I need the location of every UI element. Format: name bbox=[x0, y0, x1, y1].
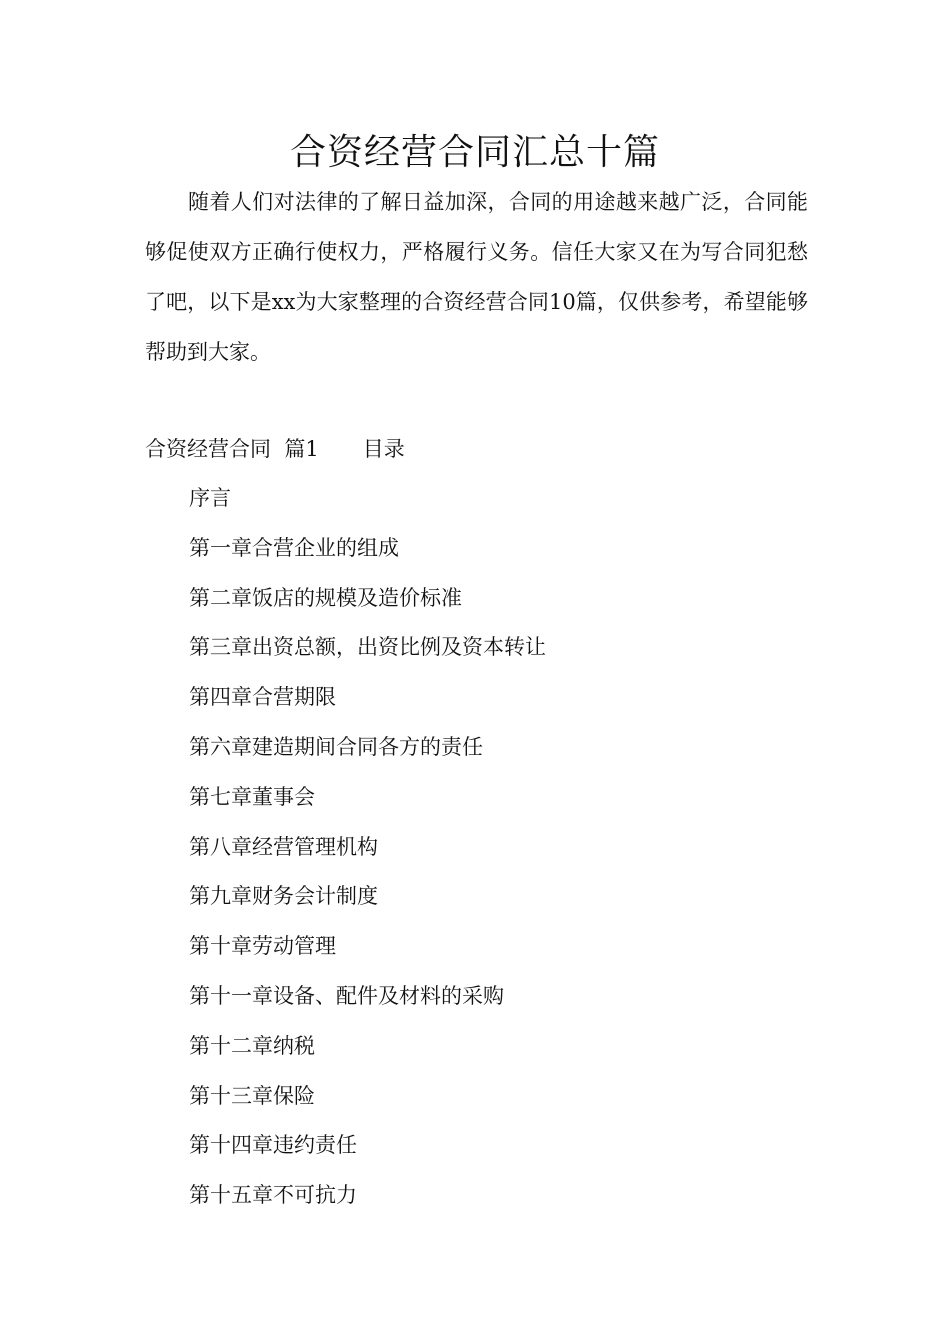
toc-item: 序言 bbox=[189, 486, 231, 510]
table-of-contents bbox=[189, 474, 546, 1221]
toc-item: 第六章建造期间合同各方的责任 bbox=[189, 734, 483, 759]
toc-item: 第三章出资总额，出资比例及资本转让 bbox=[189, 635, 546, 660]
intro-paragraph: 随着人们对法律的了解日益加深，合同的用途越来越广泛，合同能够促使双方正确行使权力，严格履行义务。信任大家又在为写合同犯愁了吧，以下是xx为大家整理的合资经营合同10篇，仅供参考，希望能够帮助到大家。 bbox=[145, 190, 808, 364]
toc-item: 第七章董事会 bbox=[189, 784, 315, 809]
toc-item: 第十四章违约责任 bbox=[189, 1133, 357, 1158]
toc-item: 第九章财务会计制度 bbox=[189, 884, 378, 909]
toc-label: 目录 bbox=[362, 437, 405, 461]
toc-item: 第四章合营期限 bbox=[189, 685, 336, 710]
toc-item: 第十二章纳税 bbox=[189, 1033, 315, 1058]
toc-item: 第十五章不可抗力 bbox=[189, 1183, 357, 1208]
toc-item: 第十章劳动管理 bbox=[189, 934, 336, 959]
toc-item: 第十一章设备、配件及材料的采购 bbox=[189, 983, 504, 1008]
contract-heading bbox=[145, 424, 405, 474]
toc-item: 第一章合营企业的组成 bbox=[189, 535, 399, 560]
toc-item: 第八章经营管理机构 bbox=[189, 834, 378, 859]
toc-item: 第二章饭店的规模及造价标准 bbox=[189, 585, 462, 610]
document-title: 合资经营合同汇总十篇 bbox=[289, 132, 660, 173]
section-heading: 合资经营合同 篇1 bbox=[145, 437, 319, 461]
toc-item: 第十三章保险 bbox=[189, 1083, 315, 1108]
